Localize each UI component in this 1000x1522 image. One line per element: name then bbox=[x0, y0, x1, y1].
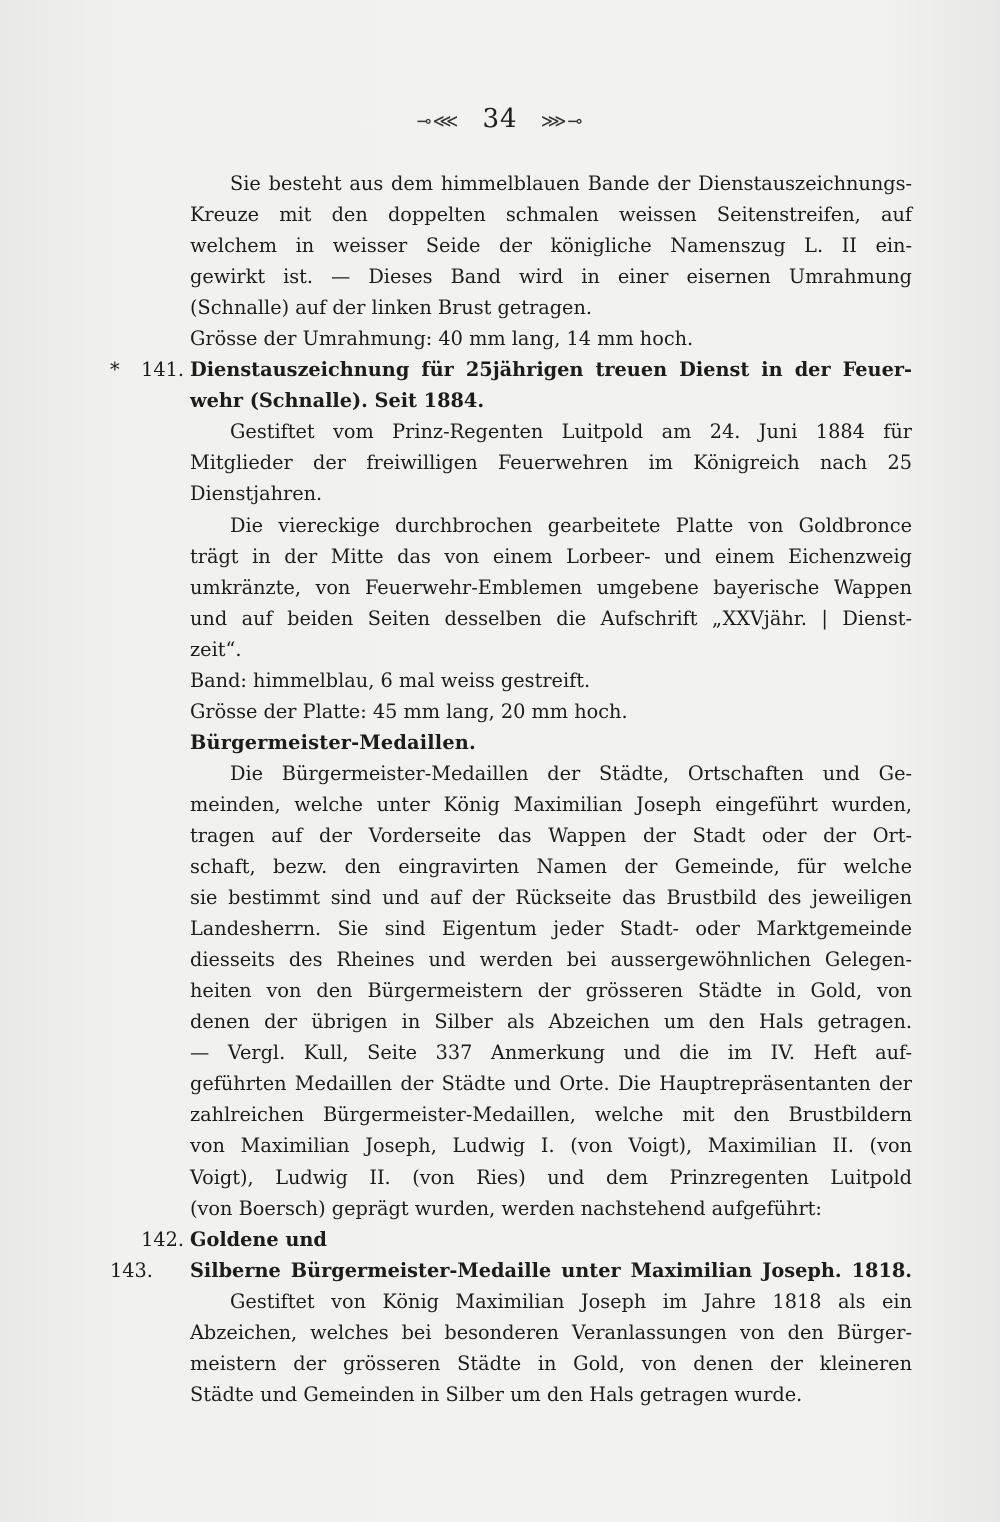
entry-title-text: Goldene und bbox=[190, 1227, 327, 1251]
text-line: geführten Medaillen der Städte und Orte. Die Hauptrepräsentanten der bbox=[190, 1072, 912, 1096]
text-line: wehr (Schnalle). Seit 1884. bbox=[190, 389, 485, 413]
text-line: tragen auf der Vorderseite das Wappen der Stadt oder der Ort- bbox=[190, 823, 912, 847]
text-line: trägt in der Mitte das von einem Lorbeer- und einem Eichenzweig bbox=[190, 544, 912, 568]
text-line: Die Bürgermeister-Medaillen der Städte, Ortschaften und Ge- bbox=[230, 761, 912, 785]
text-line: Band: himmelblau, 6 mal weiss gestreift. bbox=[190, 668, 591, 692]
text-line: Grösse der Umrahmung: 40 mm lang, 14 mm hoch. bbox=[190, 327, 694, 351]
section-heading: Bürgermeister-Medaillen. bbox=[190, 730, 476, 754]
text-line: umkränzte, von Feuerwehr-Emblemen umgebene bayerische Wappen bbox=[190, 575, 912, 599]
text-line: Mitglieder der freiwilligen Feuerwehren im Königreich nach 25 bbox=[190, 451, 912, 475]
text-line: heiten von den Bürgermeistern der grösseren Städte in Gold, von bbox=[190, 979, 912, 1003]
text-line: zeit“. bbox=[190, 637, 242, 661]
text-line: Voigt), Ludwig II. (von Ries) und dem Prinzregenten Luitpold bbox=[190, 1165, 912, 1189]
text-line: diesseits des Rheines und werden bei aussergewöhnlichen Gelegen- bbox=[190, 948, 912, 972]
entry-number: 142. bbox=[141, 1227, 184, 1251]
entry-number: * 141. bbox=[110, 358, 184, 382]
text-line: (Schnalle) auf der linken Brust getragen. bbox=[190, 296, 593, 320]
entry-142-title bbox=[141, 1224, 912, 1255]
body-text bbox=[110, 168, 912, 1410]
entry-title-text: Dienstauszeichnung für 25jährigen treuen Dienst in der Feuer- bbox=[190, 358, 912, 382]
text-line: gewirkt ist. — Dieses Band wird in einer eisernen Umrahmung bbox=[190, 265, 912, 289]
text-line: Grösse der Platte: 45 mm lang, 20 mm hoch. bbox=[190, 699, 628, 723]
text-line: Städte und Gemeinden in Silber um den Hals getragen wurde. bbox=[190, 1382, 803, 1406]
text-line: welchem in weisser Seide der königliche Namenszug L. II ein- bbox=[190, 234, 912, 258]
text-line: Gestiftet vom Prinz-Regenten Luitpold am 24. Juni 1884 für bbox=[230, 420, 912, 444]
text-line: Dienstjahren. bbox=[190, 482, 323, 506]
entry-number: 143. bbox=[110, 1258, 153, 1282]
entry-143-title bbox=[110, 1255, 912, 1286]
text-line: zahlreichen Bürgermeister-Medaillen, welche mit den Brustbildern bbox=[190, 1103, 912, 1127]
text-line: Die viereckige durchbrochen gearbeitete Platte von Goldbronce bbox=[230, 513, 912, 537]
text-line: (von Boersch) geprägt wurden, werden nachstehend aufgeführt: bbox=[190, 1196, 822, 1220]
ornament-left-icon: ⊸⋘ bbox=[416, 111, 460, 132]
text-line: Landesherrn. Sie sind Eigentum jeder Stadt- oder Marktgemeinde bbox=[190, 917, 912, 941]
text-line: — Vergl. Kull, Seite 337 Anmerkung und die im IV. Heft auf- bbox=[190, 1041, 912, 1065]
text-line: schaft, bezw. den eingravirten Namen der Gemeinde, für welche bbox=[190, 855, 912, 879]
entry-title-text: Silberne Bürgermeister-Medaille unter Maximilian Joseph. 1818. bbox=[190, 1258, 912, 1282]
text-line: Kreuze mit den doppelten schmalen weissen Seitenstreifen, auf bbox=[190, 203, 912, 227]
text-line: Gestiftet von König Maximilian Joseph im Jahre 1818 als ein bbox=[230, 1289, 912, 1313]
page-number: 34 bbox=[482, 104, 518, 134]
text-line: Sie besteht aus dem himmelblauen Bande der Dienstauszeichnungs- bbox=[230, 172, 912, 195]
text-line: und auf beiden Seiten desselben die Aufschrift „XXVjähr. | Dienst- bbox=[190, 606, 912, 630]
text-line: von Maximilian Joseph, Ludwig I. (von Voigt), Maximilian II. (von bbox=[190, 1134, 912, 1158]
text-line: meinden, welche unter König Maximilian Joseph eingeführt wurden, bbox=[190, 792, 912, 816]
text-line: sie bestimmt sind und auf der Rückseite das Brustbild des jeweiligen bbox=[190, 886, 912, 910]
ornament-right-icon: ⋙⊸ bbox=[540, 111, 584, 132]
text-line: Abzeichen, welches bei besonderen Veranlassungen von den Bürger- bbox=[190, 1320, 912, 1344]
text-line: meistern der grösseren Städte in Gold, von denen der kleineren bbox=[190, 1351, 912, 1375]
text-line: denen der übrigen in Silber als Abzeichen um den Hals getragen. bbox=[190, 1010, 912, 1034]
page-header bbox=[0, 104, 1000, 134]
entry-141-title bbox=[110, 354, 912, 385]
